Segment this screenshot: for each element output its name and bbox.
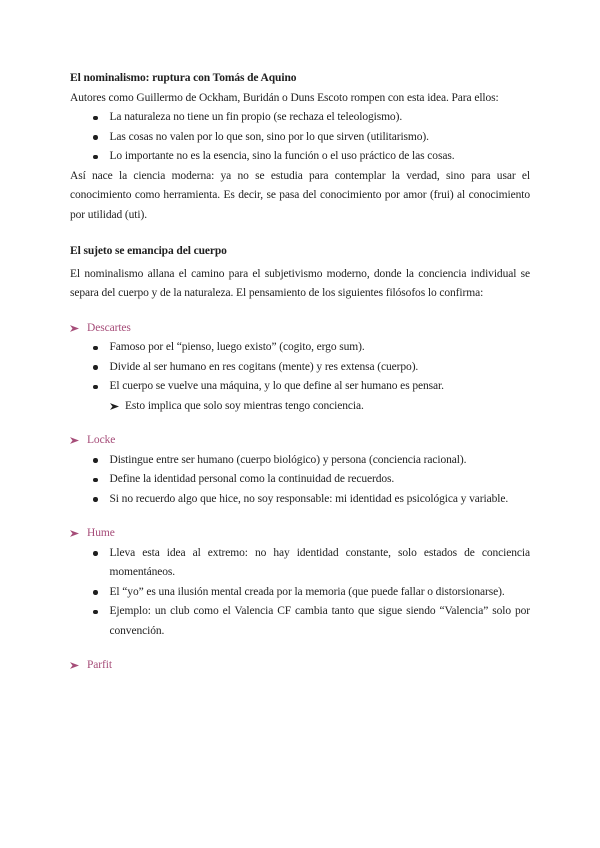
philosopher-section bbox=[70, 319, 530, 417]
bullet-item bbox=[93, 128, 530, 148]
arrowhead-icon bbox=[70, 529, 79, 538]
philosopher-heading bbox=[70, 431, 530, 451]
bullet-dot-icon bbox=[93, 365, 98, 370]
arrowhead-icon bbox=[70, 661, 79, 670]
bullet-dot-icon bbox=[93, 116, 98, 121]
bullet-dot-icon bbox=[93, 478, 98, 483]
section1-heading: El nominalismo: ruptura con Tomás de Aquino bbox=[70, 72, 297, 84]
philosopher-name: Locke bbox=[87, 434, 116, 446]
bullet-item bbox=[93, 602, 530, 641]
philosopher-name: Parfit bbox=[87, 659, 112, 671]
bullet-text: Si no recuerdo algo que hice, no soy responsable: mi identidad es psicológica y variable. bbox=[109, 492, 509, 505]
bullet-text: Lo importante no es la esencia, sino la función o el uso práctico de las cosas. bbox=[109, 150, 455, 162]
bullet-text: Lleva esta idea al extremo: no hay identidad constante, solo estados de conciencia momentáneos. bbox=[109, 546, 530, 578]
sub-point bbox=[110, 397, 530, 417]
philosopher-name: Descartes bbox=[87, 321, 131, 334]
bullet-text: La naturaleza no tiene un fin propio (se rechaza el teleologismo). bbox=[109, 111, 403, 123]
bullet-item bbox=[93, 583, 530, 603]
philosopher-section bbox=[70, 524, 530, 641]
bullet-text: El cuerpo se vuelve una máquina, y lo que define al ser humano es pensar. bbox=[109, 380, 444, 392]
bullet-text: Distingue entre ser humano (cuerpo biológico) y persona (conciencia racional). bbox=[109, 453, 467, 466]
bullet-text: Ejemplo: un club como el Valencia CF cambia tanto que sigue siendo “Valencia” solo por convención. bbox=[109, 605, 530, 637]
bullet-dot-icon bbox=[93, 610, 98, 615]
philosopher-section bbox=[70, 431, 530, 509]
bullet-dot-icon bbox=[93, 458, 98, 463]
bullet-dot-icon bbox=[93, 551, 98, 556]
bullet-item bbox=[93, 544, 530, 583]
section1-conclusion-paragraph: Así nace la ciencia moderna: ya no se estudia para contemplar la verdad, sino para usar el conocimiento como herramienta. Es decir, se pasa del conocimiento por amor (frui) al conocimiento por utilidad (uti). bbox=[70, 169, 530, 221]
bullet-dot-icon bbox=[93, 385, 98, 390]
bullet-item bbox=[93, 358, 530, 378]
bullet-item bbox=[93, 377, 530, 397]
bullet-text: Divide al ser humano en res cogitans (mente) y res extensa (cuerpo). bbox=[109, 360, 419, 373]
arrowhead-icon bbox=[70, 324, 79, 333]
arrowhead-icon bbox=[70, 436, 79, 445]
philosopher-name: Hume bbox=[87, 527, 115, 539]
philosopher-sections bbox=[70, 319, 530, 676]
bullet-text: Las cosas no valen por lo que son, sino por lo que sirven (utilitarismo). bbox=[109, 130, 429, 143]
bullet-item bbox=[93, 108, 530, 128]
section1-bullet-list bbox=[70, 108, 530, 167]
bullet-dot-icon bbox=[93, 155, 98, 160]
bullet-dot-icon bbox=[93, 346, 98, 351]
philosopher-section bbox=[70, 656, 530, 676]
bullet-item bbox=[93, 451, 530, 471]
bullet-item bbox=[93, 338, 530, 358]
section2-heading: El sujeto se emancipa del cuerpo bbox=[70, 245, 227, 257]
section2-intro-paragraph: El nominalismo allana el camino para el subjetivismo moderno, donde la conciencia individual se separa del cuerpo y de la naturaleza. El pensamiento de los siguientes filósofos lo confirma: bbox=[70, 267, 530, 299]
bullet-dot-icon bbox=[93, 135, 98, 140]
bullet-item bbox=[93, 490, 530, 510]
philosopher-heading bbox=[70, 656, 530, 676]
bullet-dot-icon bbox=[93, 497, 98, 502]
bullet-dot-icon bbox=[93, 590, 98, 595]
philosopher-heading bbox=[70, 319, 530, 339]
arrowhead-icon bbox=[110, 402, 119, 411]
bullet-text: Define la identidad personal como la continuidad de recuerdos. bbox=[109, 473, 395, 485]
bullet-text: El “yo” es una ilusión mental creada por la memoria (que puede fallar o distorsionarse). bbox=[109, 585, 505, 598]
bullet-item bbox=[93, 470, 530, 490]
bullet-text: Famoso por el “pienso, luego existo” (cogito, ergo sum). bbox=[109, 341, 365, 353]
section1-intro-paragraph: Autores como Guillermo de Ockham, Buridán o Duns Escoto rompen con esta idea. Para ellos: bbox=[70, 91, 499, 104]
philosopher-heading bbox=[70, 524, 530, 544]
sub-point-text: Esto implica que solo soy mientras tengo conciencia. bbox=[125, 399, 364, 412]
bullet-item bbox=[93, 147, 530, 167]
